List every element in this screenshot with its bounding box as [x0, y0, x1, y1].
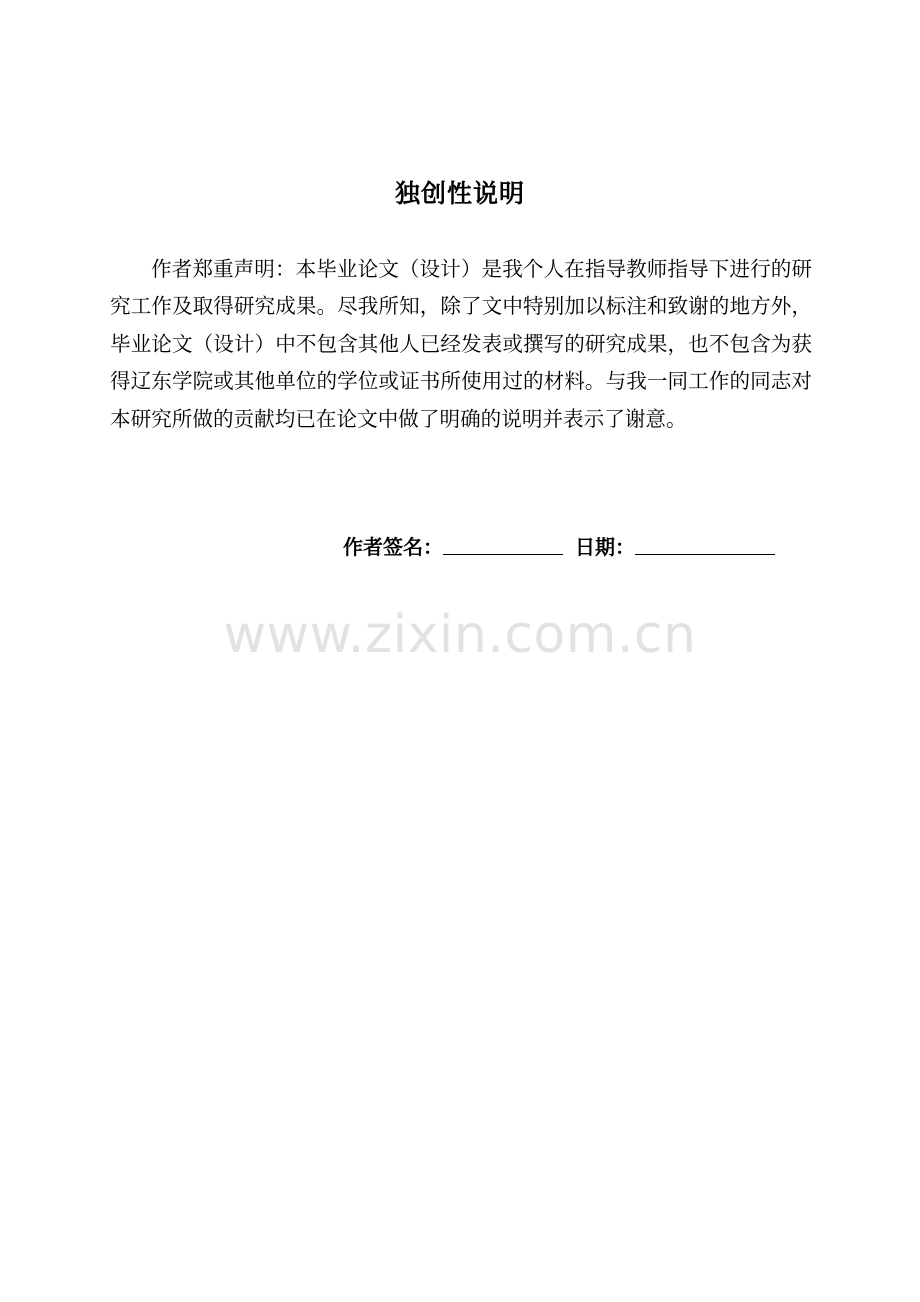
signature-label: 作者签名：: [343, 535, 443, 559]
originality-statement: 作者郑重声明：本毕业论文（设计）是我个人在指导教师指导下进行的研究工作及取得研究成果。尽我所知，除了文中特别加以标注和致谢的地方外，毕业论文（设计）中不包含其他人已经发表或撰写的研究成果，也不包含为获得辽东学院或其他单位的学位或证书所使用过的材料。与我一同工作的同志对本研究所做的贡献均已在论文中做了明确的说明并表示了谢意。: [110, 257, 812, 431]
signature-blank-line: [443, 532, 563, 555]
date-label: 日期：: [575, 535, 635, 559]
signature-row: [343, 532, 775, 562]
date-blank-line: [635, 532, 775, 555]
watermark-text: www.zixin.com.cn: [223, 605, 697, 665]
page-title: 独创性说明: [394, 179, 525, 208]
